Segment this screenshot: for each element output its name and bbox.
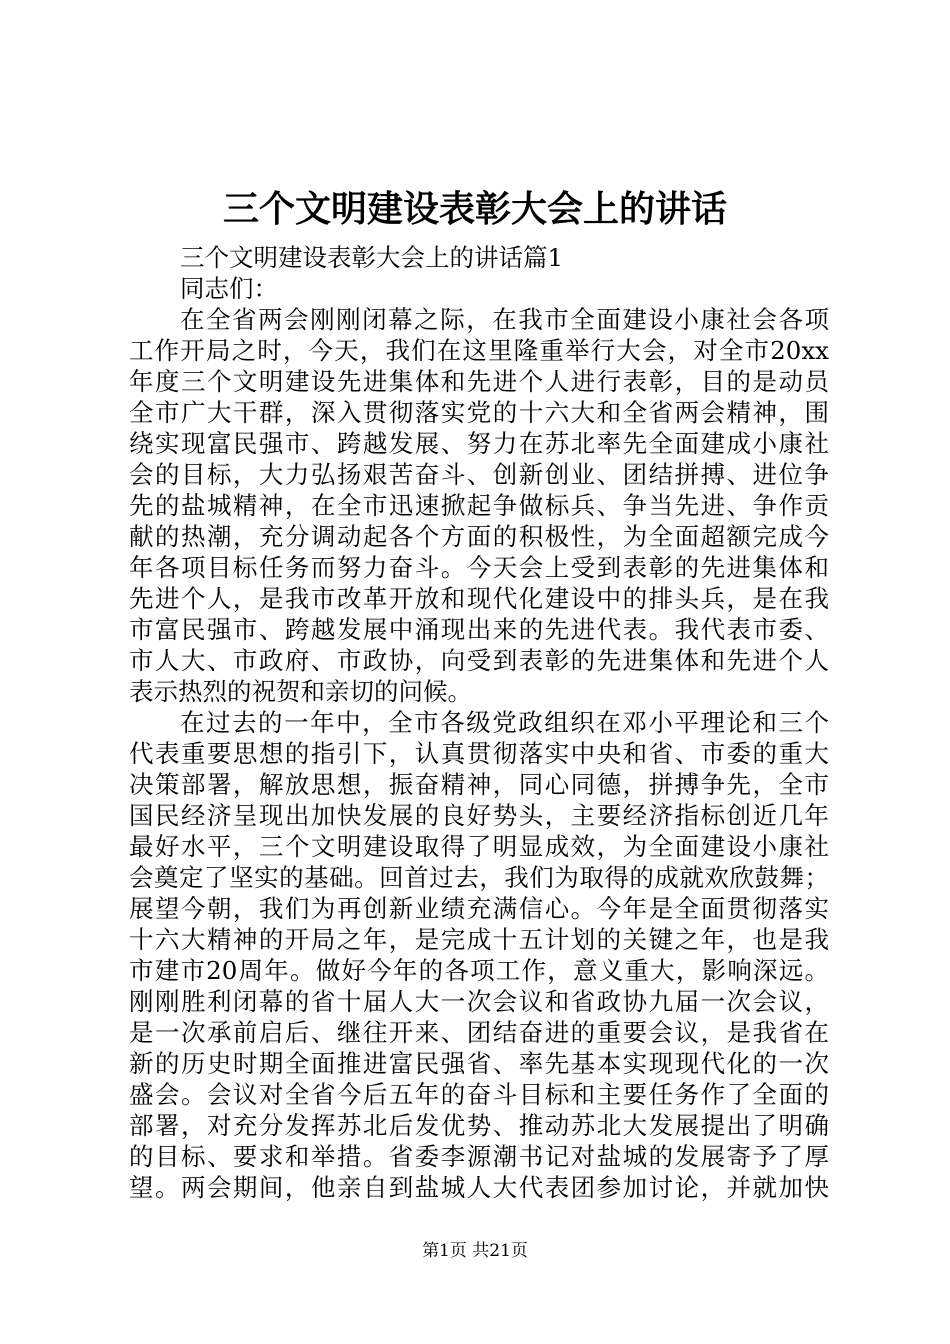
paragraph-2-line: 市建市20周年。做好今年的各项工作，意义重大，影响深远。 <box>129 956 829 985</box>
paragraph-2-line: 会奠定了坚实的基础。回首过去，我们为取得的成就欢欣鼓舞； <box>129 863 829 892</box>
paragraph-1-line: 市人大、市政府、市政协，向受到表彰的先进集体和先进个人 <box>129 646 829 675</box>
paragraph-2-line: 部署，对充分发挥苏北后发优势、推动苏北大发展提出了明确 <box>129 1111 829 1140</box>
paragraph-2-line: 是一次承前启后、继往开来、团结奋进的重要会议，是我省在 <box>129 1018 829 1047</box>
paragraph-2-line: 展望今朝，我们为再创新业绩充满信心。今年是全面贯彻落实 <box>129 894 829 923</box>
paragraph-1-line: 年度三个文明建设先进集体和先进个人进行表彰，目的是动员 <box>129 367 829 396</box>
paragraph-1-line: 表示热烈的祝贺和亲切的问候。 <box>129 677 472 706</box>
paragraph-2-line: 最好水平，三个文明建设取得了明显成效，为全面建设小康社 <box>129 832 829 861</box>
paragraph-2-line: 十六大精神的开局之年，是完成十五计划的关键之年，也是我 <box>129 925 829 954</box>
paragraph-1-line: 工作开局之时，今天，我们在这里隆重举行大会，对全市20xx <box>129 336 829 365</box>
paragraph-1-line: 市富民强市、跨越发展中涌现出来的先进代表。我代表市委、 <box>129 615 829 644</box>
paragraph-1-line: 全市广大干群，深入贯彻落实党的十六大和全省两会精神，围 <box>129 398 829 427</box>
paragraph-2-line: 盛会。会议对全省今后五年的奋斗目标和主要任务作了全面的 <box>129 1080 829 1109</box>
paragraph-2-line: 代表重要思想的指引下，认真贯彻落实中央和省、市委的重大 <box>129 739 829 768</box>
paragraph-1-line: 先的盐城精神，在全市迅速掀起争做标兵、争当先进、争作贡 <box>129 491 829 520</box>
paragraph-2-line: 的目标、要求和举措。省委李源潮书记对盐城的发展寄予了厚 <box>129 1142 829 1171</box>
paragraph-2-line: 新的历史时期全面推进富民强省、率先基本实现现代化的一次 <box>129 1049 829 1078</box>
paragraph-2-line: 刚刚胜利闭幕的省十届人大一次会议和省政协九届一次会议， <box>129 987 829 1016</box>
salutation: 同志们： <box>180 274 278 303</box>
paragraph-1-line: 年各项目标任务而努力奋斗。今天会上受到表彰的先进集体和 <box>129 553 829 582</box>
page-footer: 第1页 共21页 <box>422 1241 528 1261</box>
paragraph-2-line: 决策部署，解放思想，振奋精神，同心同德，拼搏争先，全市 <box>129 770 829 799</box>
paragraph-1-line: 献的热潮，充分调动起各个方面的积极性，为全面超额完成今 <box>129 522 829 551</box>
document-subtitle: 三个文明建设表彰大会上的讲话篇1 <box>180 243 564 272</box>
paragraph-2-line: 国民经济呈现出加快发展的良好势头，主要经济指标创近几年 <box>129 801 829 830</box>
document-title: 三个文明建设表彰大会上的讲话 <box>222 188 727 230</box>
paragraph-1-line: 会的目标，大力弘扬艰苦奋斗、创新创业、团结拼搏、进位争 <box>129 460 829 489</box>
paragraph-2-line: 在过去的一年中，全市各级党政组织在邓小平理论和三个 <box>180 708 829 737</box>
paragraph-1-line: 先进个人，是我市改革开放和现代化建设中的排头兵，是在我 <box>129 584 829 613</box>
paragraph-1-line: 绕实现富民强市、跨越发展、努力在苏北率先全面建成小康社 <box>129 429 829 458</box>
paragraph-2-line: 望。两会期间，他亲自到盐城人大代表团参加讨论，并就加快 <box>129 1173 829 1202</box>
paragraph-1-line: 在全省两会刚刚闭幕之际，在我市全面建设小康社会各项 <box>180 305 829 334</box>
